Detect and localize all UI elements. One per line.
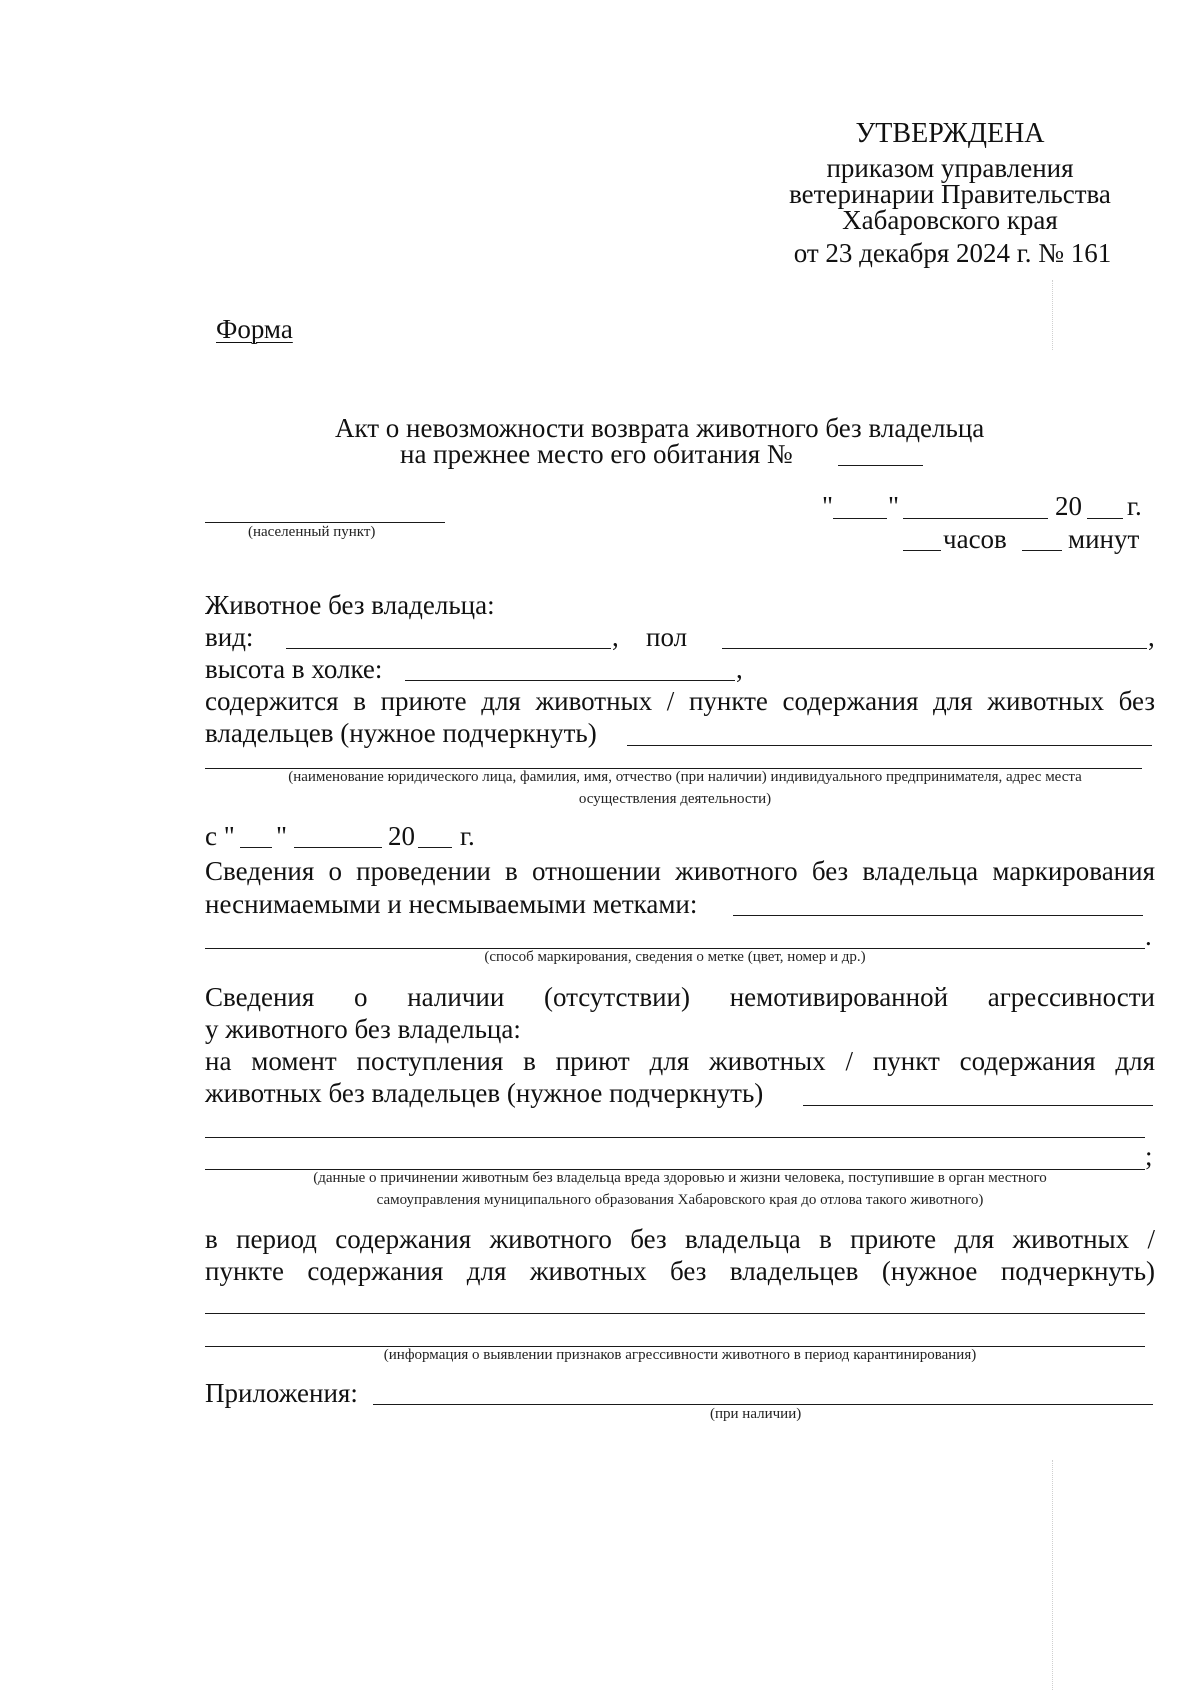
date-month-blank[interactable] — [903, 518, 1048, 519]
approval-heading: УТВЕРЖДЕНА — [855, 118, 1045, 149]
date-day-blank[interactable] — [833, 518, 887, 519]
document-title-line-2: на прежнее место его обитания № — [400, 439, 793, 469]
since-month-blank[interactable] — [294, 847, 382, 848]
settlement-caption: (населенный пункт) — [248, 524, 376, 540]
since-year-blank[interactable] — [418, 847, 452, 848]
sex-blank[interactable] — [722, 648, 1147, 649]
sex-label: пол — [646, 622, 688, 652]
document-title-line-1: Акт о невозможности возврата животного без владельца — [335, 413, 985, 443]
marking-line-1: Сведения о проведении в отношении животного без владельца маркирования — [205, 856, 1155, 886]
period-blank-1[interactable] — [205, 1313, 1145, 1314]
height-blank[interactable] — [405, 680, 735, 681]
approval-line-1: приказом управления — [826, 153, 1074, 183]
kept-line-2: владельцев (нужное подчеркнуть) — [205, 718, 597, 748]
scan-artifact — [1052, 280, 1054, 350]
since-year-suffix: г. — [460, 821, 475, 851]
scan-artifact — [1052, 1460, 1054, 1690]
aggression-line-3: на момент поступления в приют для животных / пункт содержания для — [205, 1046, 1155, 1076]
date-year-suffix: г. — [1127, 491, 1142, 521]
marking-period: . — [1145, 921, 1152, 951]
aggression-blank-1[interactable] — [803, 1105, 1153, 1106]
attachments-caption: (при наличии) — [710, 1406, 802, 1422]
hours-blank[interactable] — [903, 550, 941, 551]
kept-blank[interactable] — [627, 745, 1152, 746]
period-line-2: пункте содержания для животных без владельцев (нужное подчеркнуть) — [205, 1256, 1155, 1286]
height-comma: , — [736, 654, 743, 684]
animal-heading: Животное без владельца: — [205, 590, 495, 620]
aggression-line-4: животных без владельцев (нужное подчеркнуть) — [205, 1078, 764, 1108]
aggression-blank-2[interactable] — [205, 1137, 1145, 1138]
since-c: с " — [205, 821, 235, 851]
form-label: Форма — [216, 314, 293, 344]
approval-line-3: Хабаровского края — [842, 205, 1058, 235]
height-label: высота в холке: — [205, 654, 383, 684]
aggression-caption-line-1: (данные о причинении животным без владельца вреда здоровью и жизни человека, поступившие в орган местного — [313, 1170, 1047, 1186]
minutes-blank[interactable] — [1022, 550, 1062, 551]
approval-date-number: от 23 декабря 2024 г. № 161 — [793, 238, 1112, 268]
species-comma: , — [612, 622, 619, 652]
kept-line-1: содержится в приюте для животных / пункте содержания для животных без — [205, 686, 1155, 716]
act-number-blank[interactable] — [838, 465, 923, 466]
period-caption: (информация о выявлении признаков агрессивности животного в период карантинирования) — [383, 1347, 977, 1363]
species-label: вид: — [205, 622, 254, 652]
marking-blank-1[interactable] — [733, 915, 1143, 916]
since-year-prefix: 20 — [388, 821, 415, 851]
marking-caption: (способ маркирования, сведения о метке (цвет, номер и др.) — [484, 949, 866, 965]
sex-comma: , — [1148, 622, 1155, 652]
hours-label: часов — [943, 524, 1007, 554]
period-line-1: в период содержания животного без владельца в приюте для животных / — [205, 1224, 1155, 1254]
species-blank[interactable] — [286, 648, 611, 649]
date-year-blank[interactable] — [1087, 518, 1123, 519]
marking-line-2: неснимаемыми и несмываемыми метками: — [205, 889, 698, 919]
date-year-prefix: 20 — [1055, 491, 1082, 521]
org-caption-line-1: (наименование юридического лица, фамилия, имя, отчество (при наличии) индивидуального предпринимателя, адрес места — [288, 769, 1082, 785]
since-quote-close: " — [276, 821, 288, 851]
aggression-semicolon: ; — [1145, 1141, 1153, 1171]
aggression-caption-line-2: самоуправления муниципального образования Хабаровского края до отлова такого животного) — [376, 1192, 984, 1208]
date-quote-close: " — [888, 491, 900, 521]
org-caption-line-2: осуществления деятельности) — [578, 791, 772, 807]
attachments-label: Приложения: — [205, 1378, 358, 1408]
date-quote-open: " — [822, 491, 834, 521]
approval-line-2: ветеринарии Правительства — [789, 179, 1111, 209]
minutes-label: минут — [1068, 524, 1140, 554]
aggression-line-2: у животного без владельца: — [205, 1014, 521, 1044]
aggression-line-1: Сведения о наличии (отсутствии) немотивированной агрессивности — [205, 982, 1155, 1012]
since-day-blank[interactable] — [240, 847, 272, 848]
